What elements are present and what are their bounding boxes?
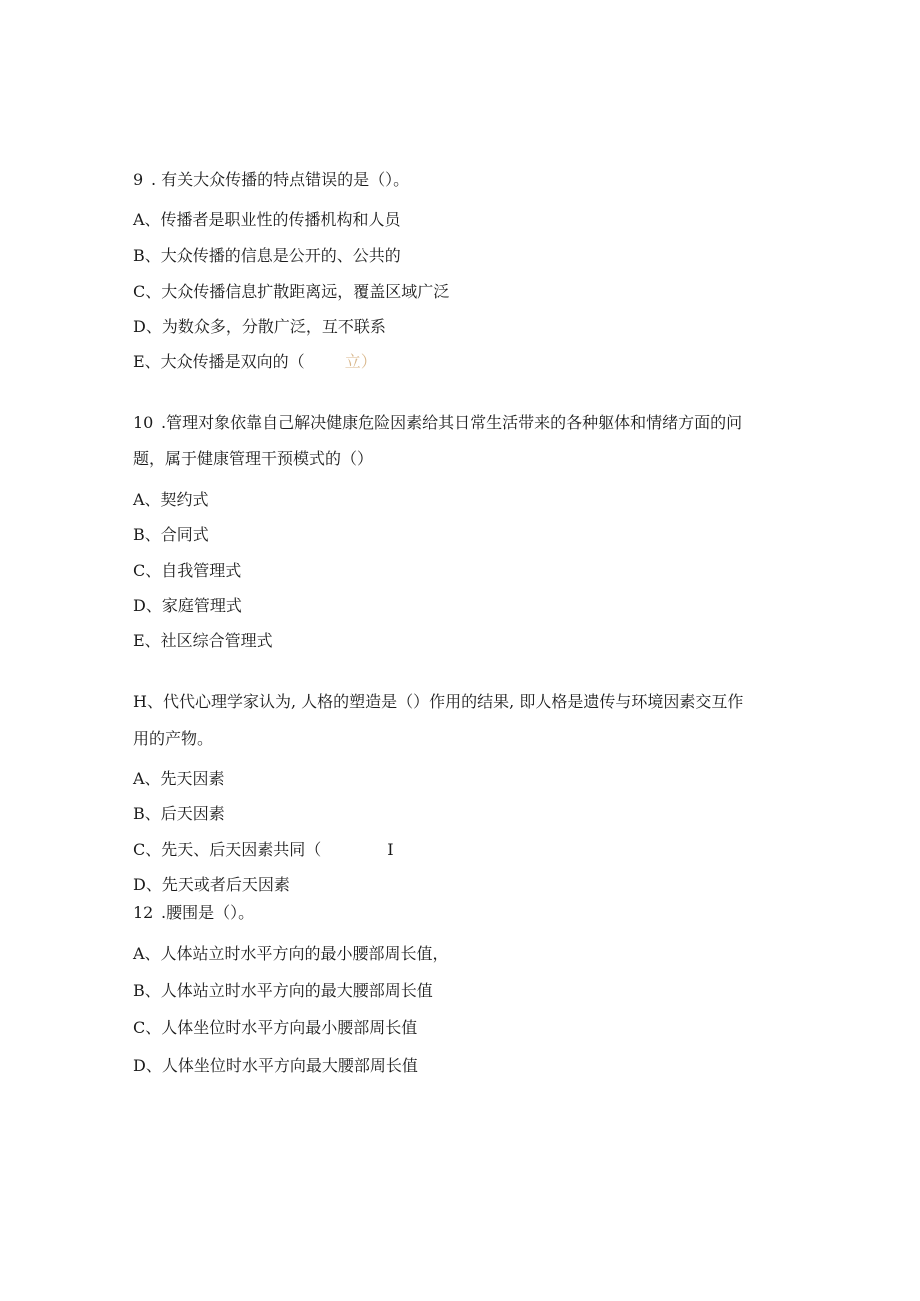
option-e-tail: 立） [344, 352, 377, 371]
question-number: 12 [133, 903, 154, 922]
option-c: C、自我管理式 [133, 561, 242, 580]
option-c: C、人体坐位时水平方向最小腰部周长值 [133, 1018, 418, 1037]
option-d: D、人体坐位时水平方向最大腰部周长值 [133, 1056, 418, 1075]
option-d: D、先天或者后天因素 [133, 875, 290, 894]
option-e [133, 352, 377, 372]
option-b: B、后天因素 [133, 804, 225, 823]
option-e: E、社区综合管理式 [133, 631, 273, 650]
option-d: D、家庭管理式 [133, 596, 242, 615]
question-10-stem [133, 413, 742, 433]
question-text-line1: 代代心理学家认为, 人格的塑造是（）作用的结果, 即人格是遗传与环境因素交互作 [162, 692, 744, 711]
option-c [133, 840, 394, 860]
option-b: B、合同式 [133, 525, 209, 544]
option-a: A、契约式 [133, 490, 209, 509]
question-text-line2: 用的产物。 [133, 729, 214, 748]
option-b: B、大众传播的信息是公开的、公共的 [133, 246, 401, 265]
question-text-line1: .管理对象依靠自己解决健康危险因素给其日常生活带来的各种躯体和情绪方面的问 [161, 413, 743, 432]
option-c-tail: I [387, 840, 394, 859]
question-text: .腰围是（）。 [161, 903, 255, 922]
option-d: D、为数众多，分散广泛，互不联系 [133, 317, 386, 336]
option-c-text: C、先天、后天因素共同（ [133, 840, 322, 859]
option-a: A、先天因素 [133, 769, 225, 788]
question-12-stem [133, 903, 254, 923]
question-text: . 有关大众传播的特点错误的是（）。 [151, 170, 410, 189]
option-c: C、大众传播信息扩散距离远，覆盖区域广泛 [133, 282, 450, 301]
question-number: H、 [133, 692, 163, 711]
question-text-line2: 题，属于健康管理干预模式的（） [133, 449, 374, 468]
option-e-text: E、大众传播是双向的（ [133, 352, 305, 371]
question-number: 9 [133, 170, 144, 189]
option-a: A、人体站立时水平方向的最小腰部周长值， [133, 944, 449, 963]
question-11-stem [133, 692, 743, 712]
question-number: 10 [133, 413, 154, 432]
question-9-stem [133, 170, 409, 190]
option-a: A、传播者是职业性的传播机构和人员 [133, 210, 401, 229]
option-b: B、人体站立时水平方向的最大腰部周长值 [133, 981, 433, 1000]
